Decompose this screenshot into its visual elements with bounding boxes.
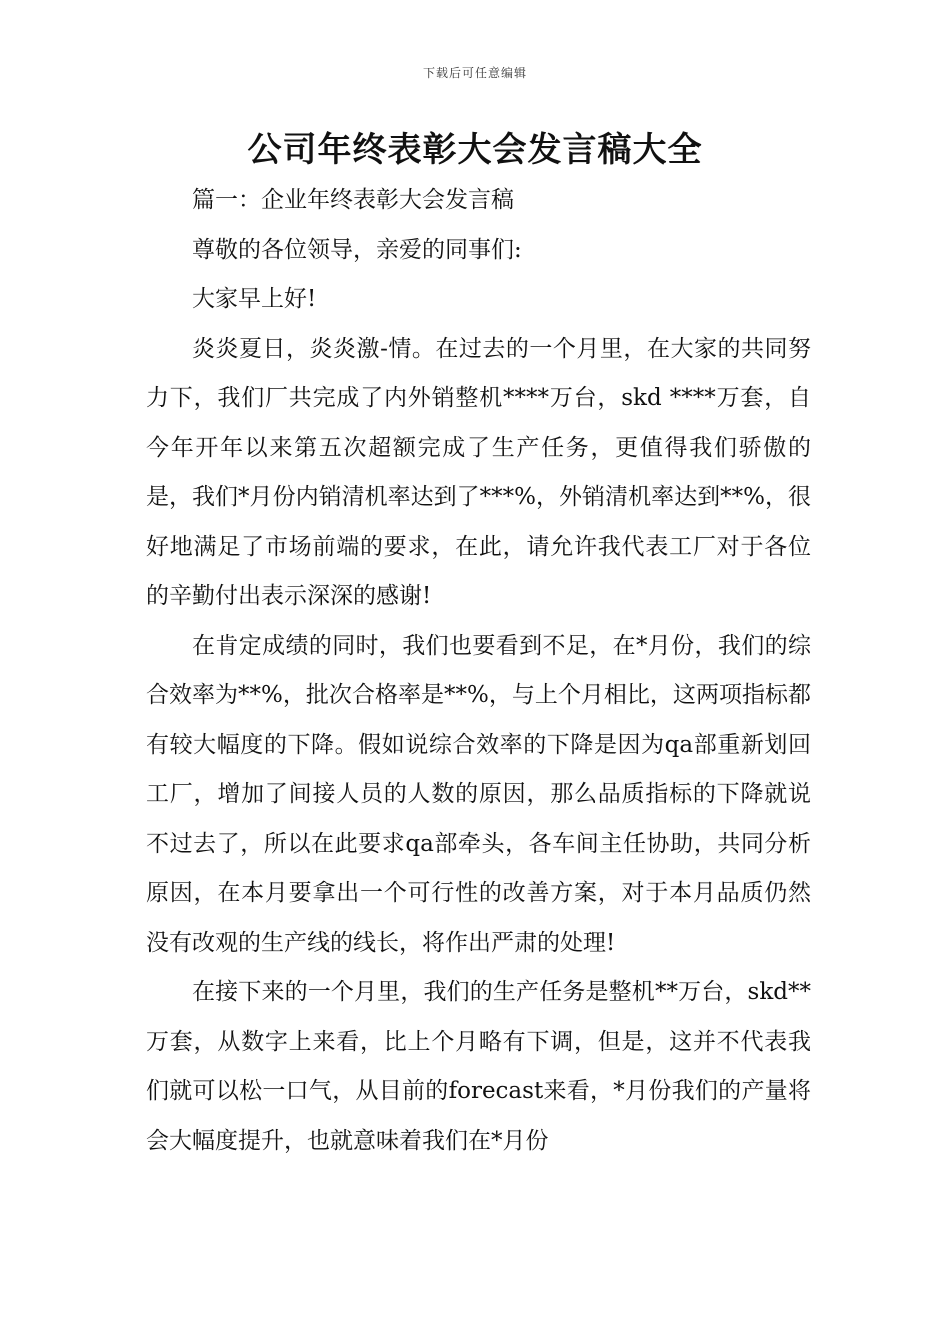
document-title: 公司年终表彰大会发言稿大全 <box>247 130 703 170</box>
document-body <box>146 176 811 1166</box>
header-note: 下载后可任意编辑 <box>422 66 527 80</box>
salutation: 尊敬的各位领导，亲爱的同事们: <box>192 236 522 263</box>
body-paragraph: 在肯定成绩的同时，我们也要看到不足，在*月份，我们的综合效率为**%，批次合格率是**%，与上个月相比，这两项指标都有较大幅度的下降。假如说综合效率的下降是因为qa部重新划回工厂，增加了间接人员的人数的原因，那么品质指标的下降就说不过去了，所以在此要求qa部牵头，各车间主任协助，共同分析原因，在本月要拿出一个可行性的改善方案，对于本月品质仍然没有改观的生产线的线长，将作出严肃的处理! <box>146 632 811 956</box>
body-paragraph: 炎炎夏日，炎炎激-情。在过去的一个月里，在大家的共同努力下，我们厂共完成了内外销整机****万台，skd ****万套，自今年开年以来第五次超额完成了生产任务，更值得我们骄傲的是，我们*月份内销清机率达到了***%，外销清机率达到**%，很好地满足了市场前端的要求，在此，请允许我代表工厂对于各位的辛勤付出表示深深的感谢! <box>146 335 811 609</box>
greeting: 大家早上好! <box>192 286 317 312</box>
section-heading: 篇一：企业年终表彰大会发言稿 <box>192 187 514 213</box>
body-paragraph: 在接下来的一个月里，我们的生产任务是整机**万台，skd**万套，从数字上来看，比上个月略有下调，但是，这并不代表我们就可以松一口气，从目前的forecast来看，*月份我们的产量将会大幅度提升，也就意味着我们在*月份 <box>146 979 811 1154</box>
